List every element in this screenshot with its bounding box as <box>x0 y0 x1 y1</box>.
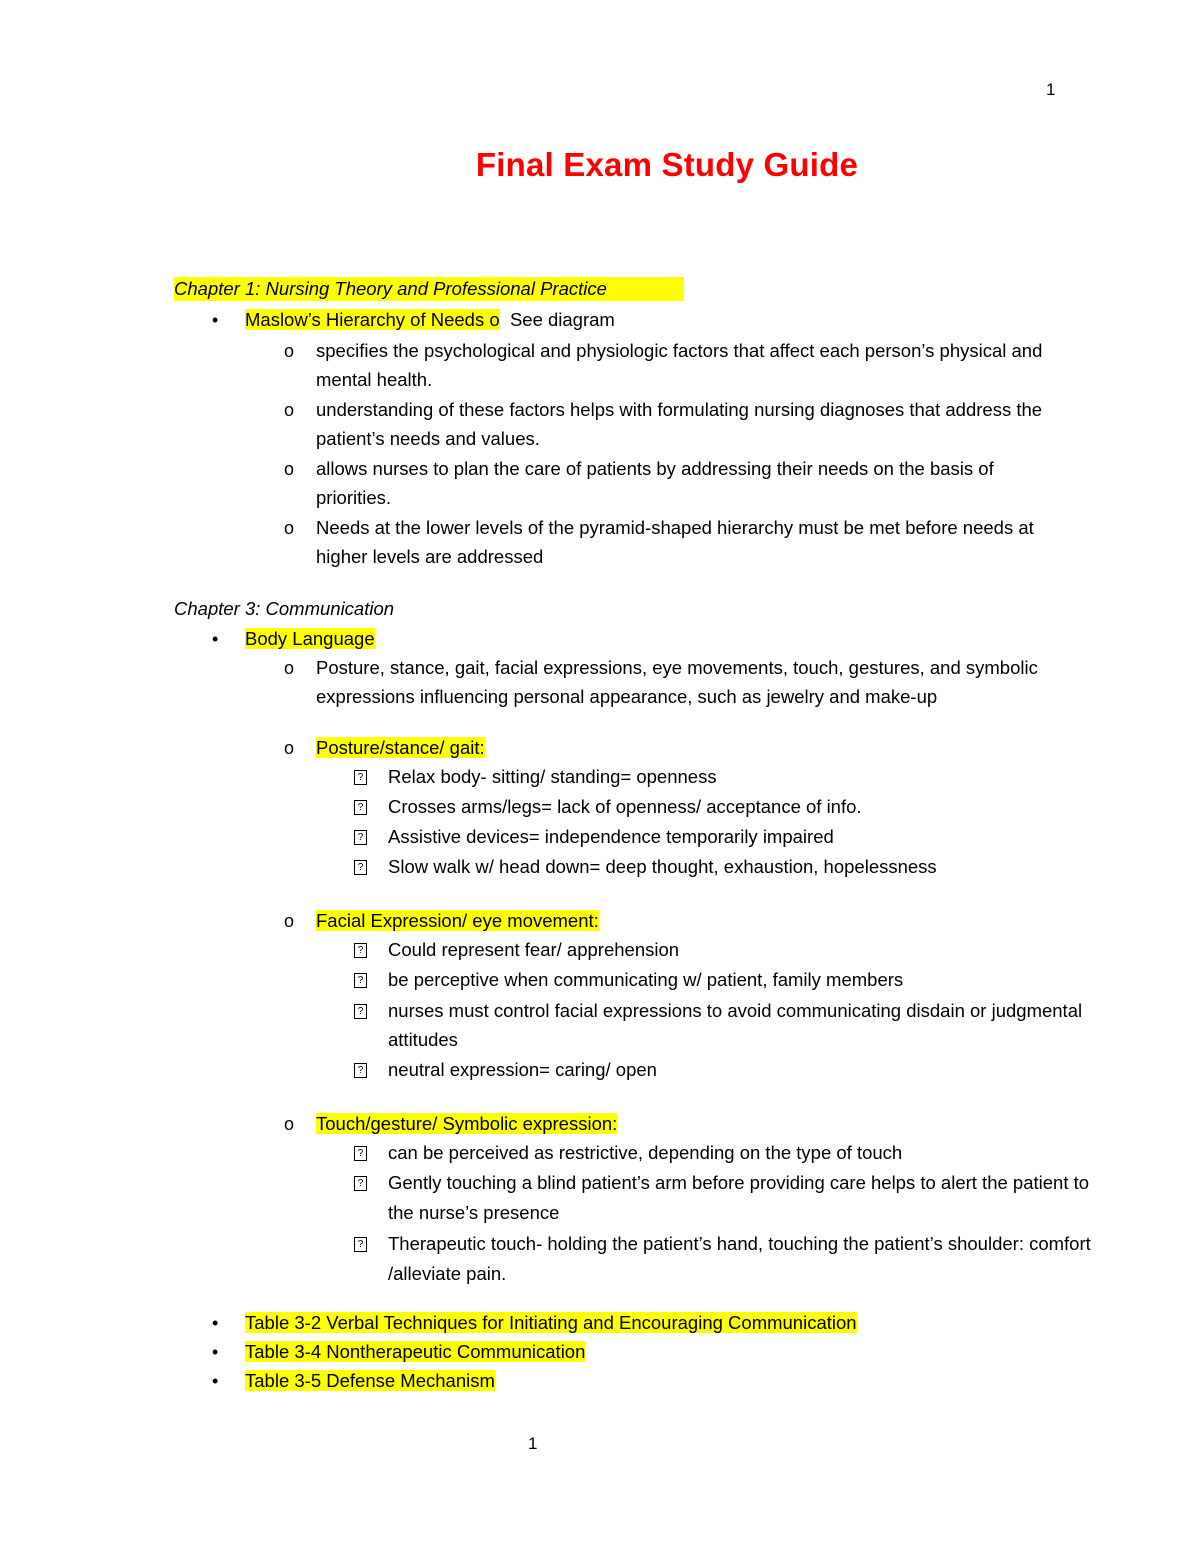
chapter-3-heading: Chapter 3: Communication <box>174 598 395 619</box>
circle-bullet-icon: o <box>284 658 295 678</box>
document-title: Final Exam Study Guide <box>475 146 859 183</box>
maslow-sub-text: See diagram <box>509 309 615 330</box>
list-item: Assistive devices= independence temporarily impaired <box>388 826 834 847</box>
circle-bullet-icon: o <box>284 738 295 758</box>
facial-label: Facial Expression/ eye movement: <box>316 910 599 931</box>
square-bullet-icon: ? <box>354 770 367 785</box>
list-item: the nurse’s presence <box>388 1202 560 1223</box>
square-bullet-icon: ? <box>354 1004 367 1019</box>
list-item: understanding of these factors helps with formulating nursing diagnoses that address the <box>316 399 1043 420</box>
list-item: mental health. <box>316 369 433 390</box>
bullet-icon: • <box>212 1371 219 1391</box>
list-item: Relax body- sitting/ standing= openness <box>388 766 717 787</box>
list-item: patient’s needs and values. <box>316 428 540 449</box>
list-item: Therapeutic touch- holding the patient’s hand, touching the patient’s shoulder: comfort <box>388 1233 1091 1254</box>
list-item: Crosses arms/legs= lack of openness/ acceptance of info. <box>388 796 862 817</box>
table-3-5-label: Table 3-5 Defense Mechanism <box>245 1370 495 1391</box>
bullet-icon: • <box>212 1342 219 1362</box>
list-item: nurses must control facial expressions to avoid communicating disdain or judgmental <box>388 1000 1083 1021</box>
maslow-sub-marker: o <box>489 309 500 330</box>
square-bullet-icon: ? <box>354 973 367 988</box>
list-item: Could represent fear/ apprehension <box>388 939 680 960</box>
bullet-icon: • <box>212 1313 219 1333</box>
list-item: Gently touching a blind patient’s arm before providing care helps to alert the patient to <box>388 1172 1090 1193</box>
list-item: specifies the psychological and physiologic factors that affect each person’s physical and <box>316 340 1043 361</box>
square-bullet-icon: ? <box>354 830 367 845</box>
list-item: neutral expression= caring/ open <box>388 1059 657 1080</box>
maslow-label: Maslow’s Hierarchy of Needs <box>245 309 485 330</box>
circle-bullet-icon: o <box>284 1114 295 1134</box>
page-number-bottom: 1 <box>528 1434 538 1453</box>
list-item: Posture, stance, gait, facial expressions, eye movements, touch, gestures, and symbolic <box>316 657 1038 678</box>
list-item: expressions influencing personal appearance, such as jewelry and make-up <box>316 686 938 707</box>
maslow-line <box>245 308 615 332</box>
list-item: be perceptive when communicating w/ patient, family members <box>388 969 904 990</box>
list-item: Slow walk w/ head down= deep thought, exhaustion, hopelessness <box>388 856 937 877</box>
square-bullet-icon: ? <box>354 943 367 958</box>
square-bullet-icon: ? <box>354 1063 367 1078</box>
square-bullet-icon: ? <box>354 800 367 815</box>
list-item: higher levels are addressed <box>316 546 544 567</box>
list-item: /alleviate pain. <box>388 1263 507 1284</box>
square-bullet-icon: ? <box>354 1146 367 1161</box>
circle-bullet-icon: o <box>284 459 295 479</box>
square-bullet-icon: ? <box>354 860 367 875</box>
list-item: priorities. <box>316 487 392 508</box>
circle-bullet-icon: o <box>284 518 295 538</box>
list-item: allows nurses to plan the care of patients by addressing their needs on the basis of <box>316 458 994 479</box>
list-item: Needs at the lower levels of the pyramid-shaped hierarchy must be met before needs at <box>316 517 1034 538</box>
circle-bullet-icon: o <box>284 400 295 420</box>
list-item: attitudes <box>388 1029 458 1050</box>
table-3-4-label: Table 3-4 Nontherapeutic Communication <box>245 1341 586 1362</box>
bullet-icon: • <box>212 310 219 330</box>
body-language-label: Body Language <box>245 628 375 649</box>
square-bullet-icon: ? <box>354 1176 367 1191</box>
chapter-1-heading: Chapter 1: Nursing Theory and Professional Practice <box>174 277 684 301</box>
circle-bullet-icon: o <box>284 341 295 361</box>
list-item: can be perceived as restrictive, depending on the type of touch <box>388 1142 903 1163</box>
posture-label: Posture/stance/ gait: <box>316 737 485 758</box>
bullet-icon: • <box>212 629 219 649</box>
touch-label: Touch/gesture/ Symbolic expression: <box>316 1113 618 1134</box>
table-3-2-label: Table 3-2 Verbal Techniques for Initiating and Encouraging Communication <box>245 1312 857 1333</box>
page-number-top: 1 <box>1046 80 1056 99</box>
circle-bullet-icon: o <box>284 911 295 931</box>
square-bullet-icon: ? <box>354 1237 367 1252</box>
